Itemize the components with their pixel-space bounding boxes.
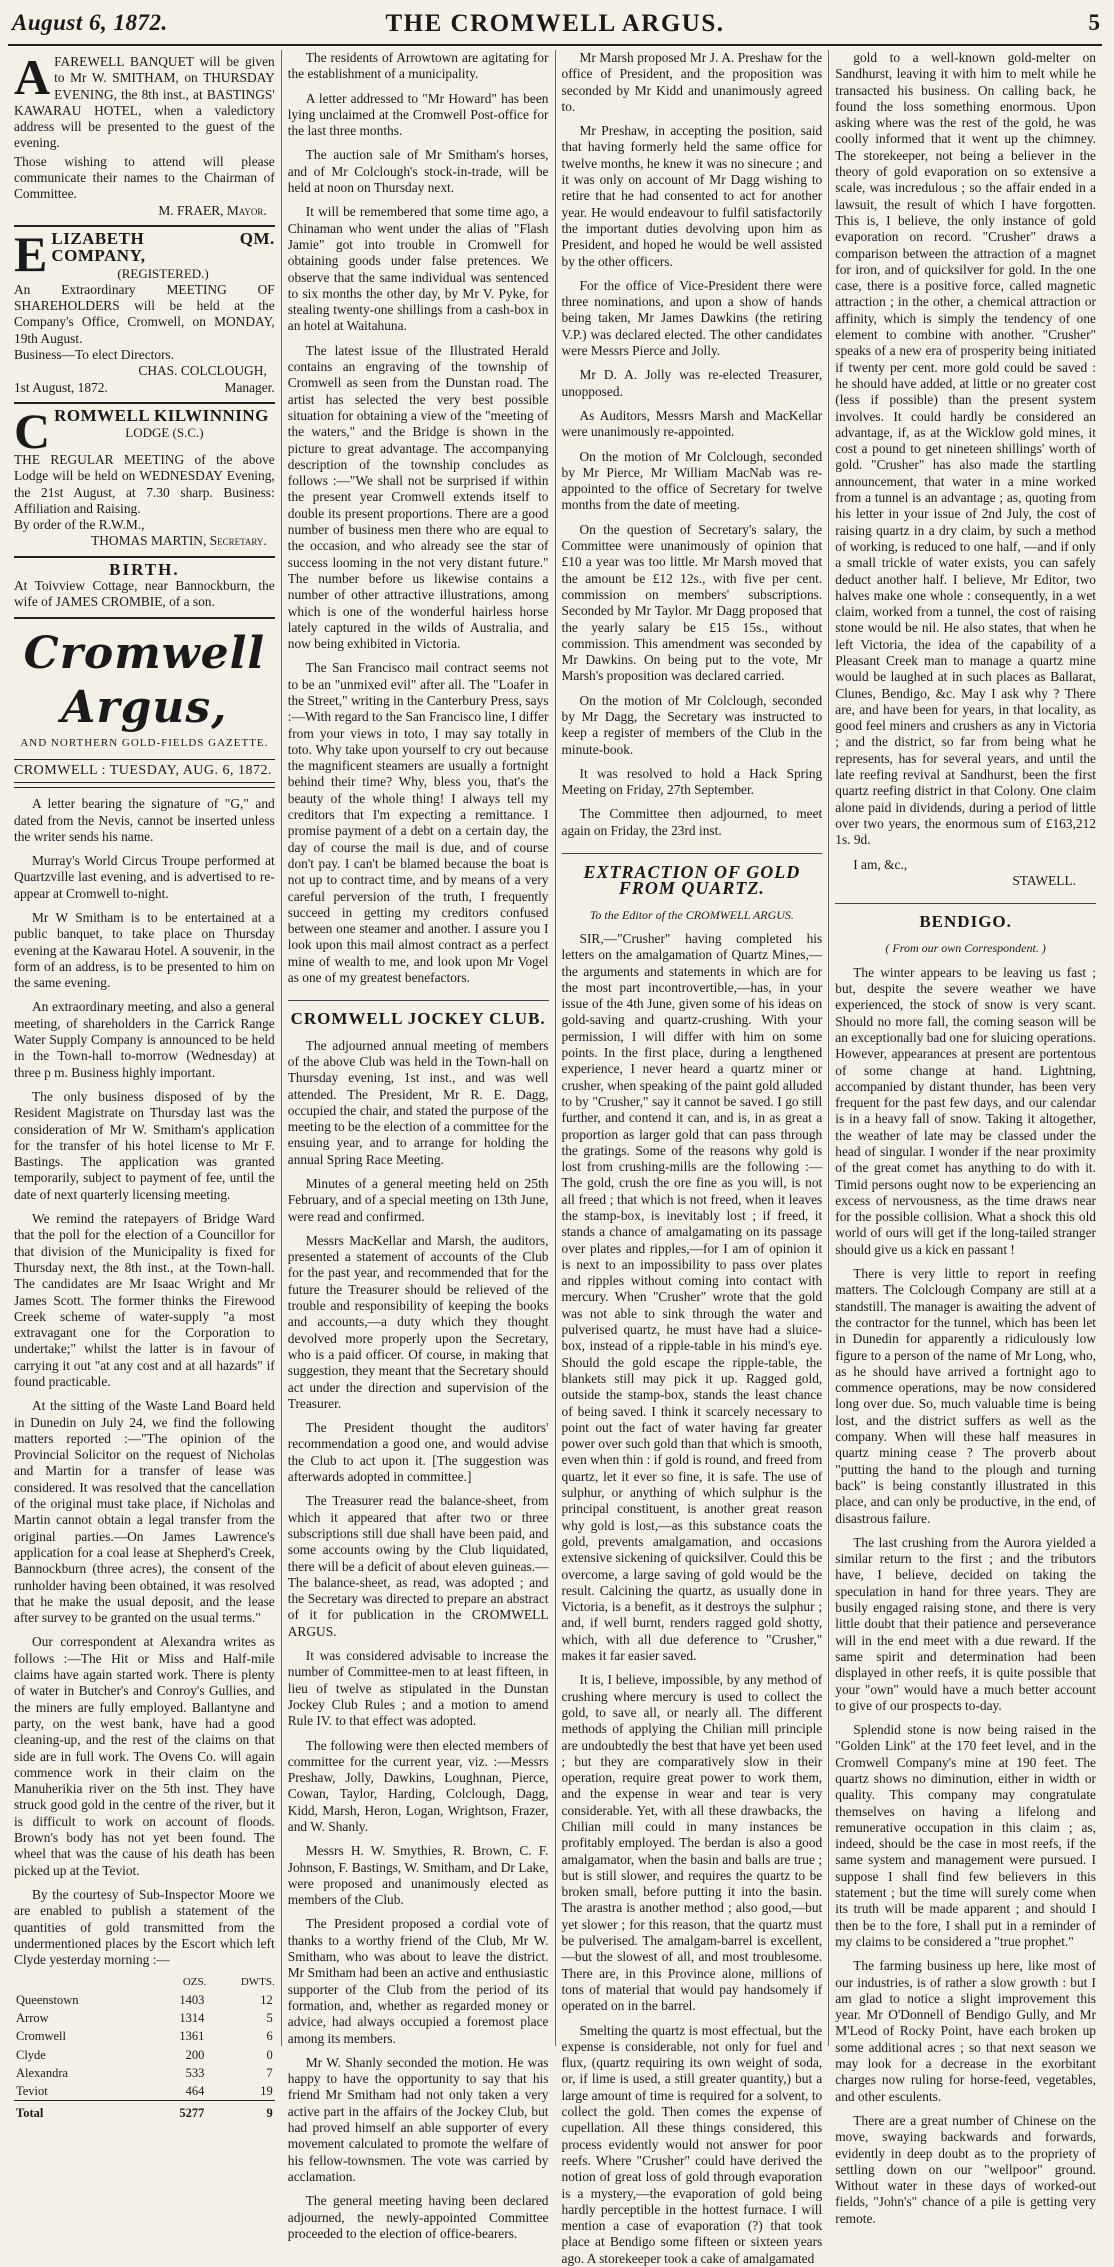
article-paragraph: There is very little to report in reefing matters. The Colclough Company are still at a standstill. The manager is awaiting the advent of the contractor for the tunnel, which has been let in Dunedin for apparently a ridiculously low figure to a person of the name of Mr Long, who, as he should have arrived a fortnight ago to commence operations, may be now considered long over due. So, much valuable time is being lost, and the district suffers as well as the company. When will these half measures in quartz mining cease ? The proverb about "putting the hand to the plough and turning back" is being constantly illustrated in this place, and can only be productive, in the end, of disastrous failure. <box>835 1266 1096 1526</box>
article-paragraph: Mr Preshaw, in accepting the position, said that having formerly held the same office for twelve months, he knew it was no sinecure ; and it was only on account of Mr Dagg wishing to retire that he had consented to act for another year. He would endeavour to fulfil satisfactorily the important duties devolving upon him as President, and hoped he would be well assisted by the other officers. <box>561 123 823 269</box>
article-paragraph: The last crushing from the Aurora yielded a similar return to the first ; and the tributors have, I believe, decided on taking the speculation in hand for three years. They are busily engaged raising stone, and there is very little doubt that their patience and perseverance will in the end meet with a due reward. If the same spirit and determination had been displayed in other reefs, it is quite possible that your "own" would have a much better account to give of our prospects to-day. <box>835 1534 1096 1713</box>
article-paragraph: The latest issue of the Illustrated Herald contains an engraving of the township of Cromwell as seen from the Dunstan road. The artist has selected the very best possible situation for obtaining a view of the "meeting of the waters," and the Bridge is shown in the picture to great advantage. The accompanying description of the township concludes as follows :—"We shall not be surprised if within the present year Cromwell extends itself to double its present proportions. There are a good number of business men there who are equal to the occasion, and who already see the star of success looming in the not very distant future." The number before us likewise contains a number of other attractive illustrations, among which is one of the wonderful hairless horse lately captured in the wilds of Australia, and now being exhibited in Victoria. <box>287 342 549 652</box>
paper-subtitle: AND NORTHERN GOLD-FIELDS GAZETTE. <box>20 736 269 749</box>
article-paragraph: The Committee then adjourned, to meet again on Friday, the 23rd inst. <box>561 806 823 838</box>
article-paragraph: Minutes of a general meeting held on 25th February, and of a special meeting on 13th June, were read and confirmed. <box>287 1176 549 1224</box>
unit-oz: OZS. <box>182 1976 207 1989</box>
article-paragraph: Messrs H. W. Smythies, R. Brown, C. F. Johnson, F. Bastings, W. Smitham, and Dr Lake, were proposed and unanimously elected as members of the Club. <box>287 1843 549 1908</box>
article-paragraph: The President thought the auditors' recommendation a good one, and would advise the Club to act upon it. [The suggestion was afterwards adopted in committee.] <box>287 1420 549 1485</box>
page-number: 5 <box>1088 10 1100 35</box>
bendigo-heading: BENDIGO. <box>835 903 1096 930</box>
dateline: CROMWELL : TUESDAY, AUG. 6, 1872. <box>14 759 275 783</box>
article-paragraph: As Auditors, Messrs Marsh and MacKellar were unanimously re-appointed. <box>561 407 823 440</box>
ad-title: LIZABETH QM. COMPANY, <box>51 228 275 266</box>
gold-oz: 1314 <box>179 2010 205 2025</box>
article-paragraph: On the motion of Mr Colclough, seconded by Mr Pierce, Mr William MacNab was re-appointed to the office of Secretary for twelve months from the date of meeting. <box>561 448 823 513</box>
column-2 <box>281 50 555 2241</box>
article-paragraph: Mr W. Shanly seconded the motion. He was happy to have the opportunity to say that his friend Mr Smitham had not only taken a very active part in the affairs of the Jockey Club, but had proved himself an able supporter of every movement calculated to promote the welfare of his fellow-townsmen. The vote was carried by acclamation. <box>287 2054 549 2184</box>
gold-oz: 200 <box>185 2047 205 2062</box>
birth-text: At Toivview Cottage, near Bannockburn, the wife of JAMES CROMBIE, of a son. <box>14 578 275 610</box>
gold-place: Teviot <box>16 2084 48 2099</box>
dropcap: C <box>14 402 51 459</box>
article-paragraph: It was considered advisable to increase the number of Committee-men to at least fifteen, in lieu of twelve as stipulated in the Dunstan Jockey Club Rules ; and a motion to amend Rule IV. to that effect was adopted. <box>287 1648 549 1729</box>
quartz-heading: EXTRACTION OF GOLD FROM QUARTZ. <box>562 853 823 897</box>
gold-place: Clyde <box>16 2047 46 2062</box>
gold-table-row <box>14 2027 275 2045</box>
ad-signature: M. FRAER, Mayor. <box>158 202 267 218</box>
gold-dwts: 6 <box>266 2029 273 2044</box>
gold-table-row <box>14 2046 275 2064</box>
quartz-letter <box>562 931 823 2267</box>
dropcap: A <box>14 49 51 105</box>
birth-notice <box>14 558 275 619</box>
masthead <box>8 6 1102 46</box>
article-paragraph: Splendid stone is now being raised in the "Golden Link" at the 170 feet level, and in the Cromwell Company's mine at 190 feet. The quartz shows no diminution, either in width or quality. This company may congratulate themselves on having a lifelong and remunerative occupation in this claim ; as, indeed, should be the case in most reefs, if the same system and management were pursued. I suppose I shall find few believers in this statement ; but the time will surely come when its truth will be made apparent ; and should I then be to the fore, I shall put in a reminder of my claims to be considered a "true prophet." <box>835 1722 1096 1949</box>
article-paragraph: Mr D. A. Jolly was re-elected Treasurer, unopposed. <box>561 367 823 399</box>
article-paragraph: The following were then elected members of committee for the current year, viz. :—Messrs Preshaw, Jolly, Dawkins, Loughnan, Pierce, Cowan, Taylor, Harding, Colclough, Dagg, Kidd, Marsh, Heron, Logan, Wrightson, Frazer, and W. Shanly. <box>287 1737 549 1834</box>
article-paragraph: The farming business up here, like most of our industries, is of rather a slow growth : but I am glad to notice a slight improvement this year. Mr O'Donnell of Bendigo Gully, and Mr M'Leod of Rocky Point, have each broken up some additional acres ; so that next season we may look for a decrease in the exorbitant charges now ruling for horse-feed, vegetables, and other esculents. <box>835 1958 1096 2104</box>
ad-subtitle: (REGISTERED.) <box>117 265 209 281</box>
gold-oz: 1361 <box>179 2029 205 2044</box>
news-paragraphs <box>14 796 275 1968</box>
ad-date: 1st August, 1872. <box>14 379 108 395</box>
ad-text: THE REGULAR MEETING of the above Lodge will be held on WEDNESDAY Evening, the 21st August, at 7.30 sharp. Business: Affiliation and Raising. <box>14 451 275 516</box>
article-paragraph: The San Francisco mail contract seems not to be an "unmixed evil" after all. The "Loafer in the Street," writing in the Canterbury Press, says :—With regard to the San Francisco line, I differ from your views in toto, I may say totally in toto. Why take upon yourself to cry out because the magnificent steamers are usually a fortnight behind their time? Why, bless you, that's the beauty of the whole thing! I always tell my creditors that I'm expecting a remittance. I promise payment of a debt on a certain day, the day of course the mail is due, and of course don't pay. I can't be blamed because the boat is not up to contract time, and by means of a very careful perversion of the truth, I frequently succeed in getting my creditors confused between one steamer and another. I assure you I look upon this mail almost contract as a perfect mine of wealth to me, and look upon Mr Vogel as one of my greatest benefactors. <box>287 660 549 986</box>
article-paragraph: Messrs MacKellar and Marsh, the auditors, presented a statement of accounts of the Club for the past year, and recommended that for the future the Treasurer should be relieved of the trouble and responsibility of keeping the books and accounts,—a duty which they thought devolved more properly upon the Secretary, who is a paid officer. Of course, in making that suggestion, they meant that the Secretary should act under the direction and supervision of the Treasurer. <box>287 1232 549 1411</box>
article-paragraph: It was resolved to hold a Hack Spring Meeting on Friday, 27th September. <box>561 765 823 798</box>
bendigo-subheading: ( From our own Correspondent. ) <box>885 941 1046 956</box>
article-paragraph: We remind the ratepayers of Bridge Ward that the poll for the election of a Councillor for that division of the Municipality is fixed for Thursday next, the 8th inst., at the Town-hall. The candidates are Mr Isaac Wright and Mr James Scott. The former thinks the Firewood Creek scheme of water-supply "a most extravagant one for the Corporation to undertake;" whilst the latter is in favour of carrying it out "at any cost and at all hazards" if found practicable. <box>14 1211 275 1389</box>
article-paragraph: On the motion of Mr Colclough, seconded by Mr Dagg, the Secretary was instructed to keep a register of members of the Club in the minute-book. <box>561 692 823 757</box>
article-paragraph: The general meeting having been declared adjourned, the newly-appointed Committee proceeded to the election of office-bearers. <box>287 2193 549 2241</box>
total-label: Total <box>14 2101 148 2123</box>
issue-date: August 6, 1872. <box>12 10 168 35</box>
ad-text: An Extraordinary MEETING OF SHAREHOLDERS will be held at the Company's Office, Cromwell, on MONDAY, 19th August. <box>14 281 275 346</box>
article-paragraph: gold to a well-known gold-melter on Sandhurst, leaving it with him to melt while he transacted his business. On calling back, he found the loss something enormous. Upon asking where was the rest of the gold, he was coolly informed that it went up the chimney. The storekeeper, not being a believer in the theory of gold evaporation on so extensive a scale, was incredulous ; so the affair ended in a lawsuit, the result of which I have forgotten. This is, I believe, the only instance of gold evaporation on record. "Crusher" draws a comparison between the attraction of a magnet for iron, and of quicksilver for gold. In the one case, there is a positive force, called magnetic attraction ; in the other, a chemical attraction or affinity, which is simply the tendency of one element to combine with another. "Crusher" speaks of a new era of prosperity being initiated if twenty per cent. more gold could be saved : he should have added, at little or no greater cost (less if possible) than the present system involves. It could hardly be considered an advantage, if, as at the Wicklow gold mines, it cost a pound to get nineteen shillings' worth of gold. "Crusher" has also made the startling announcement, that water in a mine worked from a tunnel is an advantage ; as, quoting from his letter in your issue of 2nd July, the cost of raising quartz in a dry claim, by such a method of working, is reduced to one half, —and if only a small trickle of water exists, you can safely deduct another half. I believe, Mr Editor, two halves make one whole : consequently, in a wet claim, worked from a tunnel, the cost of raising stone would be nil. He also states, that when he left Victoria, the idea of the capability of a Pleasant Creek man to manage a quartz mine would be laughed at in such places as Ballarat, Clunes, Bendigo, &c. May I ask why ? There are, and have been for years, in that locality, as good feel miners and crushers as any in Victoria ; and the district, so far from being what he represents, has for several years, and until the late reefing revival at Sandhurst, been the first quartz reefing district in that Colony. One claim alone paid in dividends, during a period of little over two years, the enormous sum of £163,212 1s. 9d. <box>835 50 1096 848</box>
gold-table-body <box>14 1991 275 2101</box>
total-dwts: 9 <box>206 2101 274 2123</box>
article-paragraph: An extraordinary meeting, and also a general meeting, of shareholders in the Carrick Range Water Supply Company is announced to be held in the Town-hall to-morrow (Wednesday) at three p m. Business highly important. <box>14 999 275 1080</box>
ad-subtitle: LODGE (S.C.) <box>125 425 204 441</box>
article-paragraph: The residents of Arrowtown are agitating for the establishment of a municipality. <box>287 50 549 82</box>
article-paragraph: A letter addressed to "Mr Howard" has been lying unclaimed at the Cromwell Post-office for the last three months. <box>287 90 549 139</box>
gold-oz: 464 <box>185 2084 205 2099</box>
article-paragraph: It will be remembered that some time ago, a Chinaman who went under the alias of "Flash Jamie" got into trouble in Cromwell for obtaining goods under false pretences. We observe that the same individual was sentenced to six months the other day, by Mr V. Pyke, for stealing twenty-one shillings from a cash-box in an hotel at Waitahuna. <box>287 204 549 334</box>
newspaper-title: THE CROMWELL ARGUS. <box>385 10 725 37</box>
article-paragraph: It is, I believe, impossible, by any method of crushing where mercury is used to collect the gold, to save all, or nearly all. The different methods of applying the Chilian mill principle are undoubtedly the best that have yet been used ; but they are comparatively slow in their operation, require great power to work them, and the expense in wear and tear is very considerable. Yet, with all these drawbacks, the Chilian mill could in many instances be profitably employed. The berdan is also a good amalgamator, when the basin and balls are true ; but is still slower, and requires the quartz to be broken small, before putting it into the basin. The arastra is another method ; also good,—but yet slower ; for this reason, that the quartz must be pulverised. The amalgam-barrel is excellent,—but the slowest of all, and most troublesome. There are, in this Province alone, millions of tons of material that would pay handsomely if operated on in the barrel. <box>561 1672 823 2014</box>
article-paragraph: The auction sale of Mr Smitham's horses, and of Mr Colclough's stock-in-trade, will be held at noon on Thursday next. <box>287 147 549 196</box>
article-paragraph: The winter appears to be leaving us fast ; but, despite the severe weather we have experienced, the stock of snow is very scant. Should no more fall, the coming season will be an exceptionally bad one for sluicing operations. However, appearances at present are portentous of some change at hand. Lightning, accompanied by distant thunder, has been very frequent for the past few days, and our calendar is in a heavy fall of snow. Taking it altogether, the weather of late may be classed under the head of singular. I wonder if the near proximity of the great comet has anything to do with it. Timid persons ought now to be experiencing an excess of nervousness, as the time draws near for the possible collision. What a shock this old world of ours will get if the long-tailed stranger should give us a kick en passant ! <box>835 964 1096 1257</box>
gold-table-row <box>14 1991 275 2009</box>
dateline-rule <box>14 785 275 788</box>
article-paragraph: The Treasurer read the balance-sheet, from which it appeared that after two or three subscriptions still due shall have been paid, and some accounts owing by the Club liquidated, there will be a deficit of about eleven guineas.—The balance-sheet, as read, was adopted ; and the Secretary was directed to prepare an abstract of it for publication in the CROMWELL ARGUS. <box>287 1493 549 1639</box>
jockey-club-report-cont <box>562 50 823 839</box>
article-paragraph: There are a great number of Chinese on the move, swaying backwards and forwards, evidently in deep doubt as to the propriety of settling down on our "wellpoor" ground. Without water in these days of worked-out fields, "John's" chance of a pile is getting very remote. <box>835 2112 1096 2226</box>
ad-business: Business—To elect Directors. <box>14 347 175 363</box>
article-paragraph: A letter bearing the signature of "G," and dated from the Nevis, cannot be inserted unless the writer sends his name. <box>14 796 275 844</box>
ad-lodge <box>14 404 275 558</box>
article-paragraph: The adjourned annual meeting of members of the above Club was held in the Town-hall on Thursday evening, 1st inst., and was well attended. The President, Mr R. E. Dagg, occupied the chair, and stated the purpose of the meeting to be the election of a committee for the ensuing year, and to arrange for holding the annual Spring Race Meeting. <box>287 1037 549 1167</box>
jockey-club-heading: CROMWELL JOCKEY CLUB. <box>288 1000 549 1027</box>
bendigo-report <box>835 965 1096 2227</box>
gold-place: Arrow <box>16 2010 49 2025</box>
jockey-club-report <box>288 1038 549 2242</box>
column-3 <box>555 50 829 2266</box>
ad-text: FAREWELL BANQUET will be given to Mr W. SMITHAM, on THURSDAY EVENING, the 8th inst., at BASTINGS' KAWARAU HOTEL, when a valedictory address will be presented to the guest of the evening. <box>14 54 275 151</box>
gold-place: Cromwell <box>16 2029 66 2044</box>
gold-dwts: 7 <box>266 2065 273 2080</box>
article-paragraph: Mr W Smitham is to be entertained at a public banquet, to take place on Thursday evening at the Kawarau Hotel. A souvenir, in the form of an address, is to be presented to him on the same evening. <box>14 909 275 991</box>
article-paragraph: By the courtesy of Sub-Inspector Moore we are enabled to publish a statement of the quantities of gold transmitted from the undermentioned places by the Escort which left Clyde yesterday morning :— <box>14 1886 275 1968</box>
column-4 <box>828 50 1102 2226</box>
article-paragraph: On the question of Secretary's salary, the Committee were unanimously of opinion that £10 a year was too little. Mr Marsh moved that the amount be £12 12s., with five per cent. commission on members' subscriptions. Seconded by Mr Taylor. Mr Dagg proposed that the yearly salary be £15 15s., without commission. This amendment was seconded by Mr Dawkins. On being put to the vote, Mr Marsh's proposition was declared carried. <box>561 521 823 684</box>
ad-text: Those wishing to attend will please communicate their names to the Chairman of Committee. <box>14 153 275 202</box>
gold-escort-table <box>14 1974 275 2122</box>
article-paragraph: I am, &c., <box>853 856 908 872</box>
ad-signature: THOMAS MARTIN, Secretary. <box>91 533 267 549</box>
columns <box>8 46 1102 2266</box>
gold-table-row <box>14 2009 275 2027</box>
article-paragraph: The President proposed a cordial vote of thanks to a worthy friend of the Club, Mr W. Smitham, who was about to leave the district. Mr Smitham had been an active and enthusiastic supporter of the Club from the period of its formation, and, whether as regarded money or advice, had always occupied a foremost place among its members. <box>287 1916 549 2046</box>
column-1 <box>8 49 281 2121</box>
ad-title: ROMWELL KILWINNING <box>54 405 269 425</box>
gold-dwts: 0 <box>266 2047 273 2062</box>
article-paragraph: Our correspondent at Alexandra writes as follows :—The Hit or Miss and Half-mile claims have again started work. There is plenty of water in Butcher's and Conroy's Gullies, and the miners are fully employed. Ballantyne and party, on the west bank, have had a good cleaning-up, and the rest of the claims on that side are in full work. The Ovens Co. will again commence work in their claim on the Manuherikia river on the 5th inst. They have struck good gold in the centre of the river, but it is difficult to work on account of floods. Brown's body has not yet been found. The wheel that was the cause of his death has been picked up at the Teviot. <box>14 1634 275 1878</box>
paper-title: Cromwell Argus, <box>23 627 266 733</box>
gold-dwts: 19 <box>260 2084 273 2099</box>
quartz-letter-cont <box>835 50 1096 873</box>
birth-heading: BIRTH. <box>109 559 180 579</box>
ad-farewell-banquet <box>14 50 275 227</box>
ad-elizabeth-company <box>14 227 275 404</box>
total-oz: 5277 <box>148 2101 206 2123</box>
quartz-signature: STAWELL. <box>1012 872 1076 888</box>
article-paragraph: Mr Marsh proposed Mr J. A. Preshaw for the office of President, and the proposition was seconded by Mr Kidd and unanimously agreed to. <box>561 50 823 114</box>
ad-footer <box>14 380 275 396</box>
article-paragraph: SIR,—"Crusher" having completed his letters on the amalgamation of Quartz Mines,—the arguments and statements in which are for the most part incontrovertible,—has, in your issue of the 4th June, given some of his ideas on gold-saving and quartz-crushing. With your permission, I will differ with him on some points. In the first place, during a lengthened experience, I never heard a quartz miner or crusher, when speaking of the paint gold alluded to by "Crusher," say it cannot be saved. I go still further, and contend it can, and is, in as great a proportion as larger gold that can pass through the gratings. Some of the reasons why gold is lost from crushing-mills are the following :—The gold, crush the ore fine as you will, is not all freed ; that which is not freed, when it leaves the stamp-box, is inevitably lost ; if freed, it stands a chance of amalgamating on its passage over plates and ripples,—for I am of opinion it is next to an impossibility to pass over plates and ripples without coming into contact with mercury. When "Crusher" wrote that the gold was not able to sink through the water and pulverised quartz, he must have had a sluice-box, instead of a ripple-table in his mind's eye. Should the gold escape the ripple-table, the blankets still may pick it up. Ragged gold, outside the stamp-box, stands the least chance of being saved. I think it scarcely necessary to point out the fact of water having far greater power over such gold than that which is smooth, even when thin : if gold is round, and freed from quartz, let it ever so fine, it is safe. The use of sulphur, or anything of which sulphur is the principal constituent, is another great reason why gold is lost,—as this substance coats the gold, prevents amalgamation, and occasions extensive sickening of quicksilver. Could this be overcome, a large saving of gold would be the result. Calcining the quartz, as usually done in Victoria, is a benefit, as it destroys the sulphur ; and, if well burnt, renders ragged gold shotty, which, with all due deference to "Crusher," makes it far easier saved. <box>561 930 823 1664</box>
gold-table-row <box>14 2082 275 2101</box>
news-paragraphs <box>288 50 549 986</box>
gold-dwts: 5 <box>266 2010 273 2025</box>
gold-total-row <box>14 2101 275 2123</box>
gold-place: Queenstown <box>16 1992 79 2007</box>
gold-place: Alexandra <box>16 2065 69 2080</box>
article-paragraph: Smelting the quartz is most effectual, but the expense is considerable, not only for fuel and flux, (quartz requiring its own weight of soda, or, if lime is used, a still greater quantity,) but a large amount of time is required for a solvent, to collect the gold. Then comes the expense of cupellation. All these things considered, this process evidently would not answer for poor reefs. Where "Crusher" could have derived the notion of great loss of gold through evaporation is a mystery,—the evaporation of gold being hardly perceptible in the hottest furnace. I will mention a case of evaporation (?) that took place at Bendigo some fifteen or sixteen years ago. A storekeeper took a cake of amalgamated <box>561 2022 823 2266</box>
ad-role: Manager. <box>224 379 275 395</box>
dropcap: E <box>14 225 48 282</box>
article-paragraph: Murray's World Circus Troupe performed at Quartzville last evening, and is advertised to re-appear at Cromwell to-night. <box>14 853 275 901</box>
ad-order: By order of the R.W.M., <box>14 517 145 533</box>
ad-signature: CHAS. COLCLOUGH, <box>138 363 267 379</box>
unit-dwts: DWTS. <box>240 1976 275 1989</box>
article-paragraph: The only business disposed of by the Resident Magistrate on Thursday last was the consideration of Mr W. Smitham's application for the transfer of his hotel license to Mr F. Bastings. The application was granted temporarily, subject to payment of fee, until the date of next quarterly licensing meeting. <box>14 1088 275 1202</box>
gold-table-row <box>14 2064 275 2082</box>
article-paragraph: At the sitting of the Waste Land Board held in Dunedin on July 24, we find the following matters reported :—"The opinion of the Provincial Solicitor on the request of Nicholas and Martin for a transfer of lease was considered. It was resolved that the cancellation of the original must take place, if Nicholas and Martin cannot obtain a legal transfer from the original parties.—On James Lawrence's application for a coal lease at Shepherd's Creek, Bannockburn (three acres), the consent of the runholder having been obtained, it was resolved that he make the usual deposit, and the lease after survey to be granted on the usual terms." <box>14 1398 275 1626</box>
article-paragraph: For the office of Vice-President there were three nominations, and upon a show of hands being taken, Mr James Dawkins (the retiring V.P.) was declared elected. The other candidates were Messrs Pierce and Jolly. <box>561 277 823 359</box>
gold-oz: 1403 <box>179 1992 205 2007</box>
gold-dwts: 12 <box>260 1992 273 2007</box>
quartz-subheading: To the Editor of the CROMWELL ARGUS. <box>589 907 794 922</box>
gold-oz: 533 <box>185 2065 205 2080</box>
